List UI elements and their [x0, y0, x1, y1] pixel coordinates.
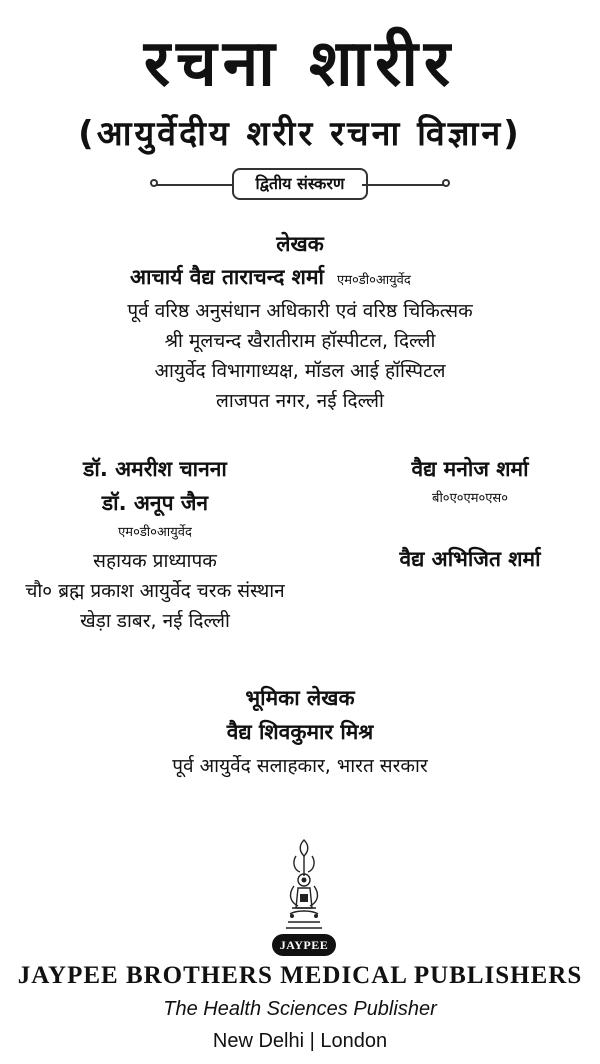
author-line-2: श्री मूलचन्द खैरातीराम हॉस्पीटल, दिल्ली [164, 330, 436, 352]
coauthor-line-3: खेड़ा डाबर, नई दिल्ली [80, 610, 230, 632]
book-title: रचना शारीर [143, 27, 457, 101]
foreword-heading: भूमिका लेखक [245, 686, 355, 710]
author-degree: एम०डी०आयुर्वेद [337, 273, 411, 288]
ornament-line-right [362, 184, 444, 186]
publisher-name: JAYPEE BROTHERS MEDICAL PUBLISHERS [17, 962, 583, 989]
author-line-3: आयुर्वेद विभागाध्यक्ष, मॉडल आई हॉस्पिटल [154, 360, 446, 382]
publisher-logo-icon [278, 836, 330, 932]
edition-label: द्वितीय संस्करण [232, 168, 368, 200]
author-line-1: पूर्व वरिष्ठ अनुसंधान अधिकारी एवं वरिष्ठ चिकित्सक [127, 300, 473, 322]
coauthors-left [0, 452, 310, 636]
coauthor-right-name-1: वैद्य मनोज शर्मा [411, 457, 529, 481]
edition-banner [150, 166, 450, 204]
publisher-cities: New Delhi | London [212, 1030, 388, 1052]
dhanvantari-figure-icon [278, 836, 330, 932]
coauthor-line-1: सहायक प्राध्यापक [93, 550, 217, 572]
author-heading: लेखक [276, 232, 324, 256]
coauthor-line-2: चौ० ब्रह्म प्रकाश आयुर्वेद चरक संस्थान [25, 580, 285, 602]
coauthor-name-1: डॉ. अमरीश चानना [83, 457, 227, 481]
author-name-row [130, 263, 411, 291]
coauthor-right-name-2: वैद्य अभिजित शर्मा [399, 547, 541, 571]
author-name: आचार्य वैद्य ताराचन्द शर्मा [130, 265, 324, 289]
book-subtitle: (आयुर्वेदीय शरीर रचना विज्ञान) [78, 114, 522, 154]
ornament-dot-right [442, 179, 450, 187]
coauthors-right [340, 452, 600, 576]
ornament-line-left [156, 184, 238, 186]
author-line-4: लाजपत नगर, नई दिल्ली [216, 390, 384, 412]
coauthor-name-2: डॉ. अनूप जैन [101, 491, 209, 515]
foreword-author-line: पूर्व आयुर्वेद सलाहकार, भारत सरकार [172, 755, 428, 777]
coauthor-right-degree: बी०ए०एम०एस० [432, 491, 508, 506]
publisher-tagline: The Health Sciences Publisher [163, 998, 437, 1020]
coauthor-degree: एम०डी०आयुर्वेद [118, 525, 192, 540]
foreword-author-name: वैद्य शिवकुमार मिश्र [226, 720, 374, 744]
publisher-logo-badge: JAYPEE [272, 934, 336, 956]
